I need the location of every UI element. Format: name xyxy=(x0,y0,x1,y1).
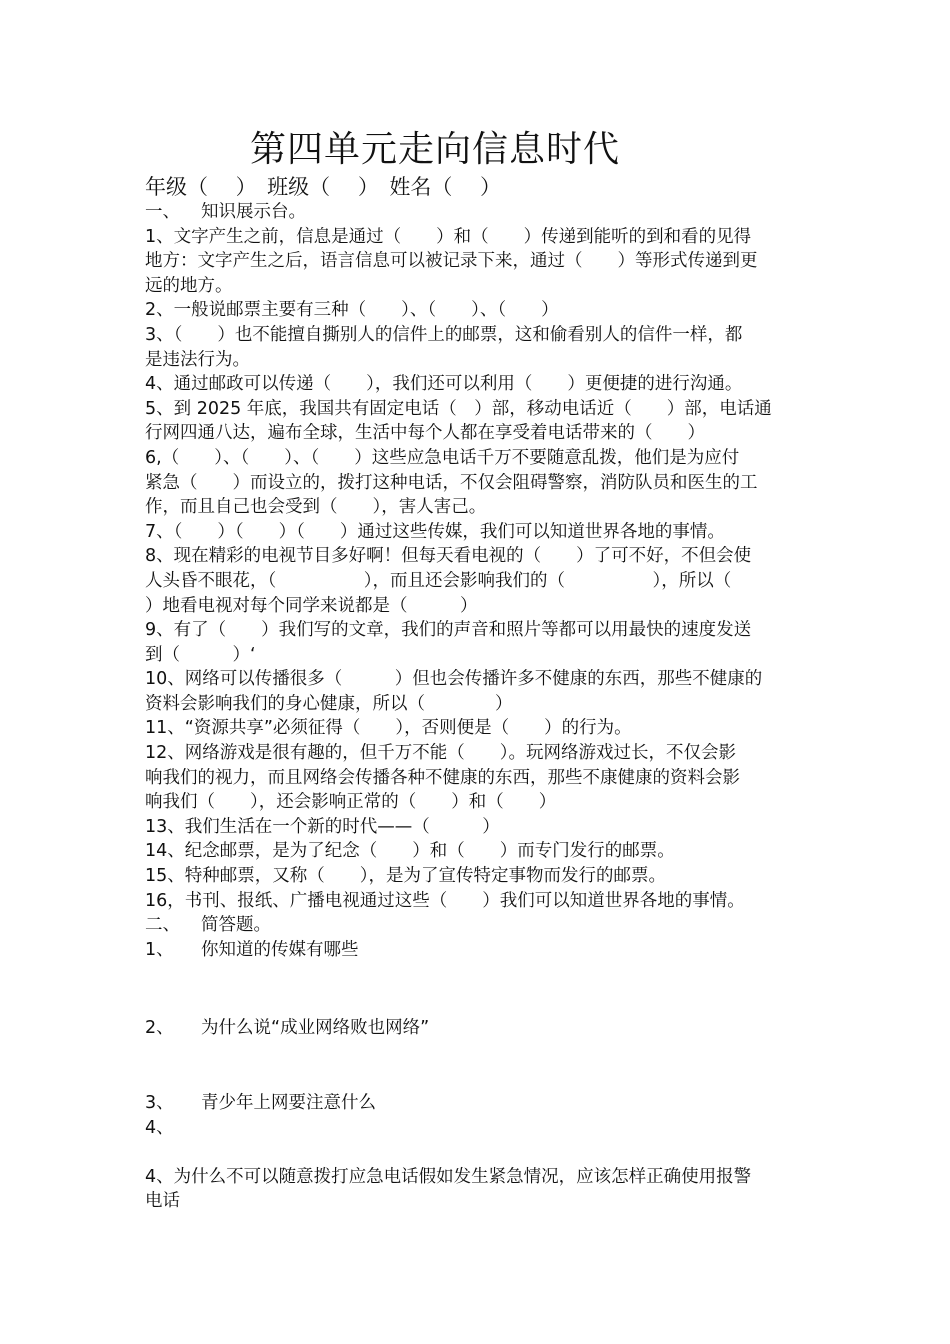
section1-line: 是违法行为。 xyxy=(145,349,250,370)
answer-space-2 xyxy=(145,1041,810,1091)
section1-lines xyxy=(145,225,810,914)
section1-line: 3、（ ）也不能擅自撕别人的信件上的邮票，这和偷看别人的信件一样，都 xyxy=(145,324,743,345)
section1-line: 14、纪念邮票，是为了纪念（ ）和（ ）而专门发行的邮票。 xyxy=(145,841,675,862)
section1-line: 15、特种邮票，又称（ ），是为了宣传特定事物而发行的邮票。 xyxy=(145,866,667,887)
section1-line: 7、（ ）（ ）（ ）通过这些传媒，我们可以知道世界各地的事情。 xyxy=(145,521,725,542)
section1-line: 10、网络可以传播很多（ ）但也会传播许多不健康的东西，那些不健康的 xyxy=(145,669,763,690)
question-1-number: 1、 xyxy=(145,939,174,960)
section1-line: 人头昏不眼花，（ ），而且还会影响我们的（ ），所以（ xyxy=(145,570,732,591)
section1-number: 一、 xyxy=(145,202,180,222)
section1-line: 资料会影响我们的身心健康，所以（ ） xyxy=(145,693,513,714)
section1-line: 6,（ ）、（ ）、（ ）这些应急电话千万不要随意乱拨，他们是为应付 xyxy=(145,447,740,468)
section1-line: 到（ ）‘ xyxy=(145,644,256,665)
question-4-stub: 4、 xyxy=(145,1117,174,1138)
question-2-number: 2、 xyxy=(145,1018,174,1039)
section1-line: 5、到 2025 年底，我国共有固定电话（ ）部，移动电话近（ ）部，电话通 xyxy=(145,398,772,419)
question-4-line-1: 4、为什么不可以随意拨打应急电话假如发生紧急情况，应该怎样正确使用报警 xyxy=(145,1166,752,1187)
section1-line: 16，书刊、报纸、广播电视通过这些（ ）我们可以知道世界各地的事情。 xyxy=(145,890,745,911)
section2-number: 二、 xyxy=(145,915,180,936)
section1-line: 地方：文字产生之后，语言信息可以被记录下来，通过（ ）等形式传递到更 xyxy=(145,251,758,272)
section1-line: 紧急（ ）而设立的，拨打这种电话，不仅会阻碍警察，消防队员和医生的工 xyxy=(145,472,758,493)
section1-line: 作，而且自己也会受到（ ），害人害己。 xyxy=(145,497,487,518)
question-3-number: 3、 xyxy=(145,1093,174,1113)
question-3 xyxy=(145,1091,810,1116)
section2-heading xyxy=(145,913,810,938)
section1-line: 9、有了（ ）我们写的文章，我们的声音和照片等都可以用最快的速度发送 xyxy=(145,620,752,641)
question-1 xyxy=(145,938,810,963)
section2-title: 简答题。 xyxy=(201,915,271,936)
section1-line: 4、通过邮政可以传递（ ），我们还可以利用（ ）更便捷的进行沟通。 xyxy=(145,374,743,395)
section1-line: 11、“资源共享”必须征得（ ），否则便是（ ）的行为。 xyxy=(145,718,632,739)
question-4-line-2: 电话 xyxy=(145,1191,180,1212)
section1-line: ）地看电视对每个同学来说都是（ ） xyxy=(145,595,478,616)
section1-line: 响我们的视力，而且网络会传播各种不健康的东西，那些不康健康的资料会影 xyxy=(145,767,740,788)
question-1-text: 你知道的传媒有哪些 xyxy=(201,939,359,960)
answer-space-1 xyxy=(145,962,810,1016)
question-3-text: 青少年上网要注意什么 xyxy=(201,1093,376,1113)
question-2-text: 为什么说“成业网络败也网络” xyxy=(201,1018,430,1039)
section1-heading xyxy=(145,200,810,225)
section1-line: 1、文字产生之前，信息是通过（ ）和（ ）传递到能听的到和看的见得 xyxy=(145,226,752,247)
section1-line: 8、现在精彩的电视节目多好啊！但每天看电视的（ ）了可不好，不但会使 xyxy=(145,546,752,567)
student-info-row: 年级（ ） 班级（ ） 姓名（ ） xyxy=(145,175,502,199)
section1-title: 知识展示台。 xyxy=(201,202,306,222)
worksheet-body xyxy=(145,200,810,1214)
section1-line: 2、一般说邮票主要有三种（ ）、（ ）、（ ） xyxy=(145,300,559,321)
section1-line: 12、网络游戏是很有趣的，但千万不能（ ）。玩网络游戏过长，不仅会影 xyxy=(145,743,737,764)
page-title: 第四单元走向信息时代 xyxy=(250,129,621,170)
section1-line: 响我们（ ），还会影响正常的（ ）和（ ） xyxy=(145,792,557,813)
question-2 xyxy=(145,1016,810,1041)
answer-space-3 xyxy=(145,1140,810,1165)
section1-line: 13、我们生活在一个新的时代——（ ） xyxy=(145,816,500,837)
section1-line: 行网四通八达，遍布全球，生活中每个人都在享受着电话带来的（ ） xyxy=(145,423,705,444)
section1-line: 远的地方。 xyxy=(145,275,233,296)
